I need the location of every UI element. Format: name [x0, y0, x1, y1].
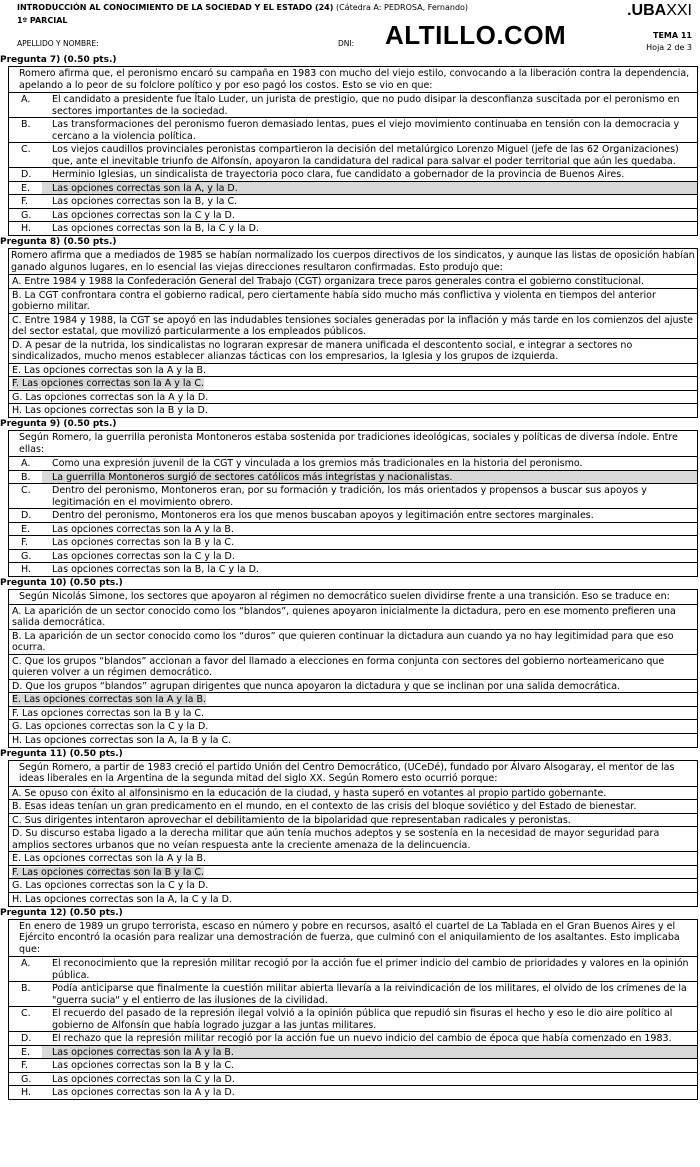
option-row[interactable]: B. La aparición de un sector conocido como los “duros” que quieren continuar la dictadura aun cuando ya no hay legitimidad para que eso ocurra.	[9, 630, 697, 655]
question-box	[8, 66, 698, 236]
option-row[interactable]: H. Las opciones correctas son la B y la D.	[12, 405, 208, 416]
question-stem: Según Romero, a partir de 1983 creció el partido Unión del Centro Democrático, (UCeDé), fundado por Álvaro Alsogaray, el mentor de las ideas liberales en la Argentina de la segunda mitad del siglo XX. Según Romero esto ocurrió porque:	[9, 761, 697, 787]
option-row[interactable]: E. Las opciones correctas son la A y la B.	[9, 852, 697, 866]
option-row[interactable]: E. Las opciones correctas son la A y la B.	[9, 523, 697, 537]
page-counter: Hoja 2 de 3	[646, 43, 692, 52]
option-row[interactable]: H. Las opciones correctas son la A y la D.	[21, 1087, 235, 1098]
option-row-selected[interactable]: F. Las opciones correctas son la B y la C.	[9, 866, 697, 880]
name-field-label: APELLIDO Y NOMBRE:	[17, 39, 99, 48]
option-row[interactable]: D. El rechazo que la represión militar recogió por la acción fue un nuevo indicio del cambio de época que había comenzado en 1983.	[9, 1032, 697, 1046]
option-row[interactable]: A. El reconocimiento que la represión militar recogió por la acción fue el primer indicio del cambio de prioridades y valores en la opinión pública.	[9, 957, 697, 982]
question-title: Pregunta 7) (0.50 pts.)	[0, 55, 117, 65]
option-row[interactable]: C. Que los grupos “blandos” accionan a favor del llamado a elecciones en forma conjunta con sectores del gobierno norteamericano que quieren volver a un régimen democrático.	[9, 655, 697, 680]
question-stem: Según Romero, la guerrilla peronista Montoneros estaba sostenida por tradiciones ideológicas, sociales y políticas de diversa índole. Entre ellas:	[9, 431, 697, 457]
question-title: Pregunta 12) (0.50 pts.)	[0, 907, 123, 918]
question-title: Pregunta 8) (0.50 pts.)	[0, 237, 117, 247]
option-row[interactable]: H. Las opciones correctas son la A, la B y la C.	[12, 734, 232, 746]
option-row[interactable]: A. El candidato a presidente fue Ítalo Luder, un jurista de prestigio, que no pudo disipar la desconfianza suscitada por el peronismo en sectores importantes de la sociedad.	[9, 93, 697, 118]
option-row[interactable]: C. Los viejos caudillos provinciales peronistas compartieron la decisión del metalúrgico Lorenzo Miguel (jefe de las 62 Organizaciones) que, ante el inevitable triunfo de Alfonsín, apoyaron la candidatura del radical para salvar el poder territorial que aún les quedaba.	[9, 143, 697, 168]
option-row[interactable]: D. Dentro del peronismo, Montoneros era los que menos buscaban apoyos y legitimación entre sectores marginales.	[9, 509, 697, 523]
option-row[interactable]: G. Las opciones correctas son la C y la D.	[9, 550, 697, 564]
option-row[interactable]: H. Las opciones correctas son la A, la C y la D.	[12, 893, 232, 905]
option-row[interactable]: G. Las opciones correctas son la C y la D.	[9, 720, 697, 734]
course-title: INTRODUCCIÓN AL CONOCIMIENTO DE LA SOCIEDAD Y EL ESTADO (24) (Cátedra A: PEDROSA, Fernando)	[17, 3, 469, 12]
question-title: Pregunta 11) (0.50 pts.)	[0, 748, 123, 759]
question-stem: Romero afirma que a mediados de 1985 se habían normalizado los cuerpos directivos de los sindicatos, y aunque las listas de oposición habían ganado algunos lugares, en lo esencial las viejas direcciones resultaron confirmadas. Esto produjo que:	[9, 249, 697, 275]
option-row[interactable]: C. Dentro del peronismo, Montoneros eran, por su formación y tradición, los más orientados y propensos a buscar sus apoyos y legitimación en el movimiento obrero.	[9, 484, 697, 509]
option-row[interactable]: G. Las opciones correctas son la A y la D.	[9, 391, 697, 405]
option-row-selected[interactable]: E. Las opciones correctas son la A, y la D.	[9, 182, 697, 196]
option-row[interactable]: D. Que los grupos “blandos” agrupan dirigentes que nunca apoyaron la dictadura y que se inclinan por una salida democrática.	[9, 680, 697, 694]
question-stem: En enero de 1989 un grupo terrorista, escaso en número y pobre en recursos, asaltó el cuartel de La Tablada en el Gran Buenos Aires y el Ejército encontró la ocasión para realizar una demostración de fuerza, que culminó con el aniquilamiento de los asaltantes. Esto implicaba que:	[9, 920, 697, 958]
option-row[interactable]: G. Las opciones correctas son la C y la D.	[9, 1073, 697, 1087]
page-header	[0, 0, 700, 55]
option-row[interactable]: F. Las opciones correctas son la B y la C.	[9, 536, 697, 550]
option-row-selected[interactable]: E. Las opciones correctas son la A y la B.	[9, 693, 697, 707]
option-row[interactable]: A. La aparición de un sector conocido como los “blandos”, quienes apoyaron inicialmente la dictadura, pero en ese momento prefieren una salida democrática.	[9, 605, 697, 630]
option-row-selected[interactable]: E. Las opciones correctas son la A y la B.	[9, 1046, 697, 1060]
question-box	[8, 760, 698, 907]
option-row[interactable]: D. A pesar de la nutrida, los sindicalistas no lograran expresar de manera unificada el descontento social, e integrar a sectores no sindicalizados, mucho menos establecer alianzas tácticas con los empresarios, la Iglesia y los grupos de izquierda.	[9, 339, 697, 364]
question-title: Pregunta 10) (0.50 pts.)	[0, 578, 123, 588]
option-row[interactable]: B. Esas ideas tenían un gran predicamento en el mundo, en el contexto de las crisis del bloque soviético y del Estado de bienestar.	[9, 800, 697, 814]
question-stem: Según Nicolás Simone, los sectores que apoyaron al régimen no democrático suelen dividirse frente a una transición. Eso se traduce en:	[9, 590, 697, 605]
option-row[interactable]: A. Se opuso con éxito al alfonsinismo en la educación de la ciudad, y hasta superó en votantes al propio partido gobernante.	[9, 787, 697, 801]
questions-list	[0, 54, 700, 1100]
option-row[interactable]: G. Las opciones correctas son la C y la D.	[9, 879, 697, 893]
option-row[interactable]: A. Como una expresión juvenil de la CGT y vinculada a los gremios más tradicionales en la historia del peronismo.	[9, 457, 697, 471]
uba-logo: .UBAXXI	[627, 2, 692, 19]
exam-type: 1º PARCIAL	[17, 16, 68, 25]
question-stem: Romero afirma que, el peronismo encaró su campaña en 1983 con mucho del viejo estilo, convocando a la liberación contra la dependencia, apelando a lo peor de su folclore político y por eso pagó los costos. Esto se vio en que:	[9, 67, 697, 93]
dni-field-label: DNI:	[338, 39, 355, 48]
question-title: Pregunta 9) (0.50 pts.)	[0, 419, 117, 429]
option-row[interactable]: G. Las opciones correctas son la C y la D.	[9, 209, 697, 223]
option-row[interactable]: D. Su discurso estaba ligado a la derecha militar que aún tenía muchos adeptos y se sostenía en la necesidad de mayor seguridad para amplios sectores urbanos que no veían respuesta ante la creciente amenaza de la delincuencia.	[9, 827, 697, 852]
question-box	[8, 919, 698, 1101]
option-row[interactable]: D. Herminio Iglesias, un sindicalista de trayectoria poco clara, fue candidato a gobernador de la provincia de Buenos Aires.	[9, 168, 697, 182]
option-row[interactable]: B. La CGT confrontara contra el gobierno radical, pero ciertamente había sido mucho más conflictiva y violenta en tiempos del anterior gobierno militar.	[9, 289, 697, 314]
option-row[interactable]: H. Las opciones correctas son la B, la C y la D.	[21, 223, 259, 234]
option-row[interactable]: E. Las opciones correctas son la A y la B.	[9, 364, 697, 378]
question-box	[8, 248, 698, 418]
option-row[interactable]: F. Las opciones correctas son la B y la C.	[9, 1059, 697, 1073]
option-row[interactable]: A. Entre 1984 y 1988 la Confederación General del Trabajo (CGT) organizara trece paros generales contra el gobierno constitucional.	[9, 275, 697, 289]
option-row[interactable]: H. Las opciones correctas son la B, la C y la D.	[21, 564, 259, 575]
option-row[interactable]: B. Podía anticiparse que finalmente la cuestión militar abierta llevaría a la reivindicación de los militares, el olvido de los crímenes de la "guerra sucia" y el entierro de las ilusiones de la civilidad.	[9, 982, 697, 1007]
tema-label: TEMA 11	[653, 31, 692, 40]
option-row-selected[interactable]: F. Las opciones correctas son la A y la C.	[9, 377, 697, 391]
option-row-selected[interactable]: B. La guerrilla Montoneros surgió de sectores católicos más integristas y nacionalistas.	[9, 471, 697, 485]
option-row[interactable]: F. Las opciones correctas son la B y la C.	[9, 707, 697, 721]
option-row[interactable]: C. El recuerdo del pasado de la represión ilegal volvió a la opinión pública que repudió sin fisuras el hecho y eso le dio aire político al gobierno de Alfonsín que había logrado juzgar a las juntas militares.	[9, 1007, 697, 1032]
option-row[interactable]: C. Sus dirigentes intentaron aprovechar el debilitamiento de la bipolaridad que representaban radicales y peronistas.	[9, 814, 697, 828]
question-box	[8, 589, 698, 748]
option-row[interactable]: B. Las transformaciones del peronismo fueron demasiado lentas, pues el viejo movimiento continuaba en tensión con la democracia y cercano a la violencia política.	[9, 118, 697, 143]
option-row[interactable]: F. Las opciones correctas son la B, y la C.	[9, 195, 697, 209]
watermark: ALTILLO.COM	[385, 20, 567, 50]
question-box	[8, 430, 698, 577]
option-row[interactable]: C. Entre 1984 y 1988, la CGT se apoyó en las indudables tensiones sociales generadas por la inflación y más tarde en los comienzos del ajuste del sector estatal, que movilizó particularmente a los empleados públicos.	[9, 314, 697, 339]
